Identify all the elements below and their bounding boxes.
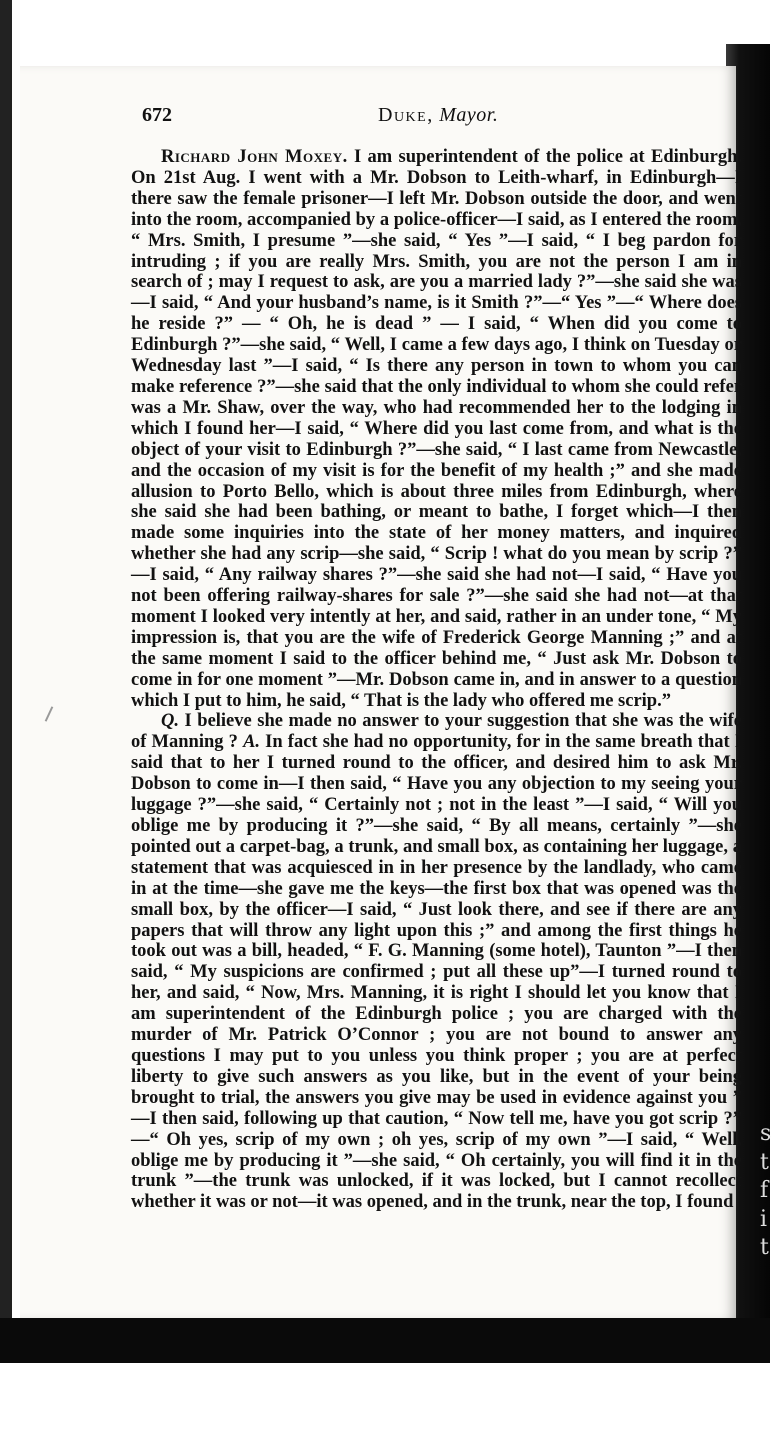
fragment-glyph: i [760,1206,768,1232]
fragment-glyph: t [760,1235,769,1261]
bottom-scan-edge [0,1318,770,1363]
body-text [131,147,742,1213]
testimony-paragraph-1 [131,147,742,711]
running-head-role: Mayor. [439,104,499,126]
bottom-margin [0,1363,770,1435]
question-text: I believe she made no answer to your suggestion that she was the wife of Manning ? [131,711,742,753]
fragment-glyph: s [760,1121,771,1146]
answer-text: In fact she had no opportunity, for in the same breath that I said that to her I turned round to the officer, and desired him to ask Mr. Dobson to come in—I then said, “ Have you any objection to my seeing your luggage ?”—she said, “ Certainly not ; not in the least ”—I said, “ Will you oblige me by producing it ?”—she said, “ By all means, certainly ”—she pointed out a carpet-bag, a trunk, and small box, as containing her luggage, a statement that was acquiesced in in her presence by the landlady, who came in at the time—she gave me the keys—the first box that was opened was the small box, by the officer—I said, “ Just look there, and see if there are any papers that will throw any light upon this ;” and among the first things he took out was a bill, headed, “ F. G. Manning (some hotel), Taunton ”—I then said, “ My suspicions are confirmed ; put all these up”—I turned round to her, and said, “ Now, Mrs. Manning, it is right I should let you know that I am superintendent of the Edinburgh police ; you are charged with the murder of Mr. Patrick O’Connor ; you are not bound to answer any questions I may put to you unless you think proper ; you are at perfect liberty to give such answers as you like, but in the event of your being brought to trial, the answers you give may be used in evidence against you ” —I then said, following up that caution, “ Now tell me, have you got scrip ?” —“ Oh yes, scrip of my own ; oh yes, scrip of my own ”—I said, “ Well, oblige me by producing it ”—she said, “ Oh certainly, you will find it in the trunk ”—the trunk was unlocked, if it was locked, but I cannot recollect whether it was or not—it was opened, and in the trunk, near the top, I found [131,732,742,1213]
adjacent-page-fragment [760,1120,770,1263]
running-head [378,104,498,127]
testimony-paragraph-2 [131,711,742,1213]
left-scan-edge [0,0,12,1435]
top-margin [0,0,770,70]
fragment-glyph: f [760,1178,769,1204]
answer-label: A. [243,732,261,753]
running-head-name: Duke, [378,104,434,126]
page-number: 672 [142,104,172,126]
page-header [142,104,702,134]
witness-name: Richard John Moxey. [161,147,348,167]
testimony-text-1: I am superintendent of the police at Edinburgh. On 21st Aug. I went with a Mr. Dobson to Leith-wharf, in Edinburgh—I there saw the female prisoner—I left Mr. Dobson outside the door, and went into the room, accompanied by a police-officer—I said, as I entered the room, “ Mrs. Smith, I presume ”—she said, “ Yes ”—I said, “ I beg pardon for intruding ; if you are really Mrs. Smith, you are not the person I am in search of ; may I request to ask, are you a married lady ?”—she said she was —I said, “ And your husband’s name, is it Smith ?”—“ Yes ”—“ Where does he reside ?” — “ Oh, he is dead ” — I said, “ When did you come to Edinburgh ?”—she said, “ Well, I came a few days ago, I think on Tuesday or Wednesday last ”—I said, “ Is there any person in town to whom you can make reference ?”—she said that the only individual to whom she could refer was a Mr. Shaw, over the way, who had recommended her to the lodging in which I found her—I said, “ Where did you last come from, and what is the object of your visit to Edinburgh ?”—she said, “ I last came from Newcastle, and the occasion of my visit is for the benefit of my health ;” and she made allusion to Porto Bello, which is about three miles from Edinburgh, where she said she had been bathing, or meant to bathe, I forget which—I then made some inquiries into the state of her money matters, and inquired whether she had any scrip—she said, “ Scrip ! what do you mean by scrip ?” —I said, “ Any railway shares ?”—she said she had not—I said, “ Have you not been offering railway-shares for sale ?”—she said she had not—at that moment I looked very intently at her, and said, rather in an under tone, “ My impression is, that you are the wife of Frederick George Manning ;” and at the same moment I said to the officer behind me, “ Just ask Mr. Dobson to come in for one moment ”—Mr. Dobson came in, and in answer to a question which I put to him, he said, “ That is the lady who offered me scrip.” [131,147,742,711]
pencil-mark [45,706,54,721]
question-label: Q. [161,711,179,732]
fragment-glyph: t [760,1149,769,1175]
